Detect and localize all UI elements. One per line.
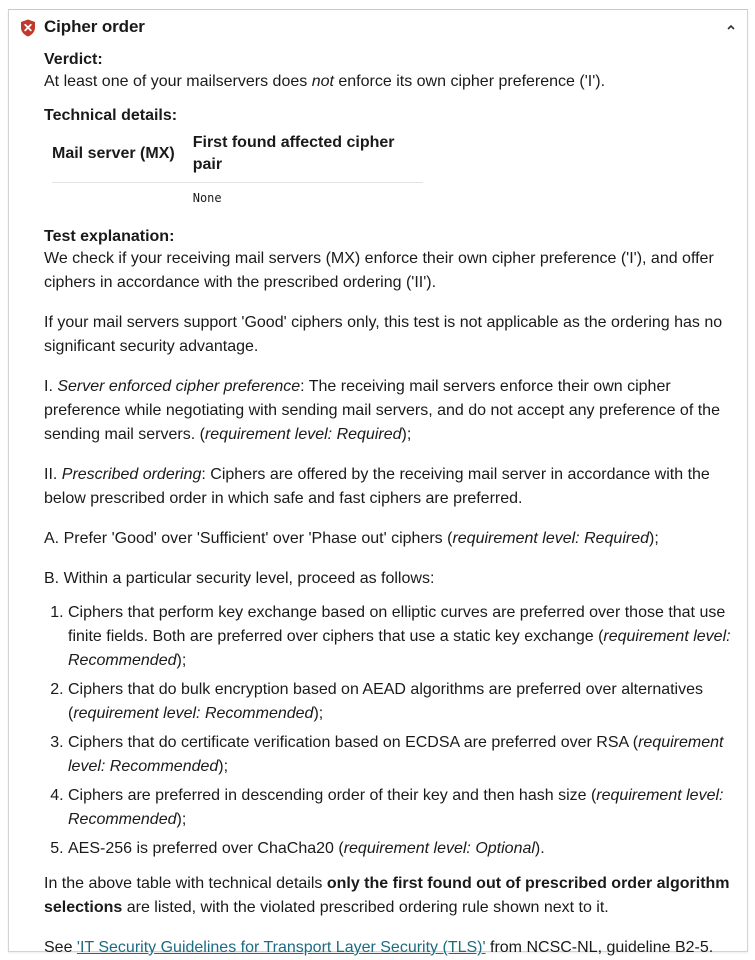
table-cell-cipher-pair: None xyxy=(192,191,222,205)
column-header-cipher-pair: First found affected cipher pair xyxy=(183,130,423,183)
explanation-paragraph: II. Prescribed ordering: Ciphers are offered by the receiving mail server in accordance with the below prescribed order in which safe and fast ciphers are preferred. xyxy=(44,466,710,507)
error-shield-icon xyxy=(20,19,36,37)
explanation-paragraph: If your mail servers support 'Good' ciphers only, this test is not applicable as the ordering has no significant security advantage. xyxy=(44,314,723,355)
verdict-label: Verdict: xyxy=(44,51,103,68)
column-header-mail-server: Mail server (MX) xyxy=(52,130,183,183)
panel-title: Cipher order xyxy=(44,17,145,36)
test-explanation-label: Test explanation: xyxy=(44,228,175,245)
panel-content xyxy=(44,50,744,960)
technical-details-label: Technical details: xyxy=(44,107,178,124)
list-item: 1. Ciphers that perform key exchange based on elliptic curves are preferred over those that use finite fields. Both are preferred over ciphers that use a static key exchange (requirement level: Recommended); xyxy=(68,601,744,673)
explanation-paragraph: A. Prefer 'Good' over 'Sufficient' over 'Phase out' ciphers (requirement level: Required); xyxy=(44,530,659,547)
explanation-paragraph: We check if your receiving mail servers (MX) enforce their own cipher preference ('I'), and offer ciphers in accordance with the prescribed ordering ('II'). xyxy=(44,250,714,291)
list-item: 4. Ciphers are preferred in descending order of their key and then hash size (requirement level: Recommended); xyxy=(68,784,744,832)
ordering-rules-list xyxy=(44,601,744,861)
list-item: 5. AES-256 is preferred over ChaCha20 (requirement level: Optional). xyxy=(68,837,744,861)
table-cell-mail-server xyxy=(52,183,183,208)
list-item: 2. Ciphers that do bulk encryption based on AEAD algorithms are preferred over alternatives (requirement level: Recommended); xyxy=(68,678,744,726)
explanation-paragraph: In the above table with technical details only the first found out of prescribed order algorithm selections are listed, with the violated prescribed ordering rule shown next to it. xyxy=(44,875,730,916)
tls-guidelines-link[interactable]: 'IT Security Guidelines for Transport Layer Security (TLS)' xyxy=(76,939,486,956)
explanation-paragraph: See 'IT Security Guidelines for Transport Layer Security (TLS)' from NCSC-NL, guideline B2-5. xyxy=(44,939,714,956)
verdict-text: At least one of your mailservers does not enforce its own cipher preference ('I'). xyxy=(44,73,606,90)
explanation-paragraph: B. Within a particular security level, proceed as follows: xyxy=(44,570,435,587)
panel-header[interactable] xyxy=(9,10,747,44)
table-row xyxy=(52,183,423,208)
technical-details-table xyxy=(52,130,423,207)
explanation-paragraph: I. Server enforced cipher preference: The receiving mail servers enforce their own cipher preference while negotiating with sending mail servers, and do not accept any preference of the sending mail servers. (requirement level: Required); xyxy=(44,378,720,443)
list-item: 3. Ciphers that do certificate verification based on ECDSA are preferred over RSA (requirement level: Recommended); xyxy=(68,731,744,779)
cipher-order-panel xyxy=(8,9,748,956)
chevron-up-icon[interactable] xyxy=(725,21,737,33)
